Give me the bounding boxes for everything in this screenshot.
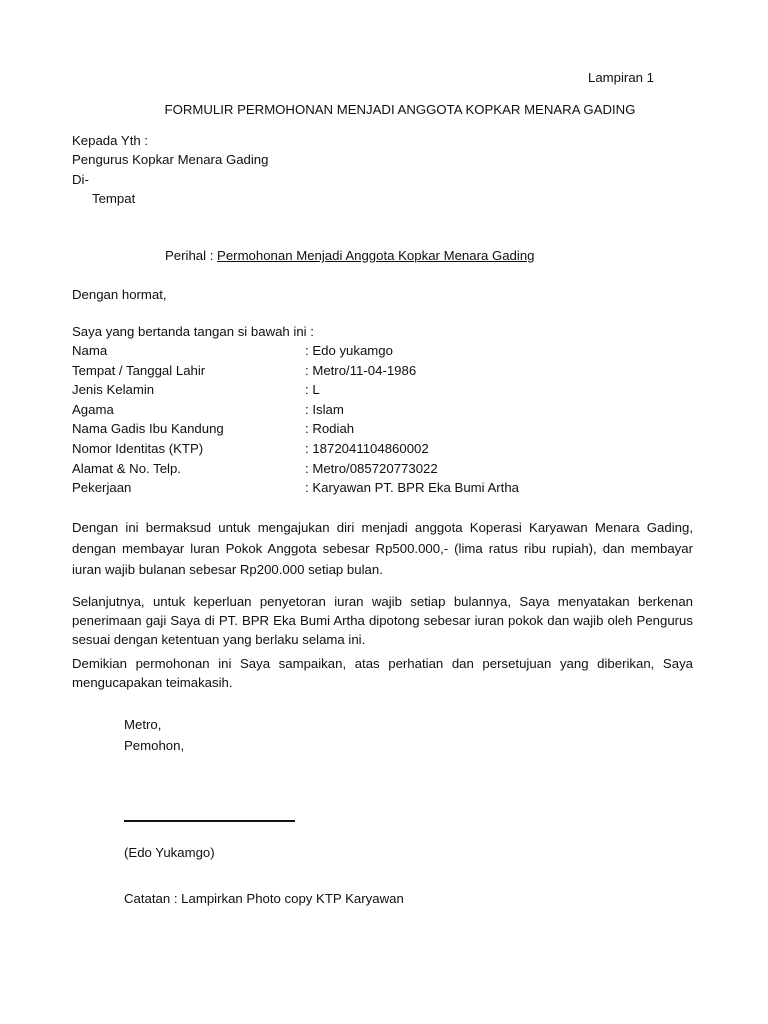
field-value: : 1872041104860002 bbox=[305, 440, 429, 456]
intro-text: Saya yang bertanda tangan si bawah ini : bbox=[72, 324, 314, 339]
field-value: : Metro/11-04-1986 bbox=[305, 362, 417, 378]
field-label: Alamat & No. Telp. bbox=[72, 460, 181, 476]
field-value: : Edo yukamgo bbox=[305, 343, 393, 358]
field-label: Agama bbox=[72, 401, 114, 417]
field-value: : Rodiah bbox=[305, 421, 355, 437]
field-value: : Islam bbox=[305, 401, 344, 417]
field-label: Pekerjaan bbox=[72, 480, 132, 496]
field-label: Nomor Identitas (KTP) bbox=[72, 440, 204, 456]
form-title: FORMULIR PERMOHONAN MENJADI ANGGOTA KOPKAR MENARA GADING bbox=[164, 102, 636, 117]
signature-role: Pemohon, bbox=[124, 738, 185, 753]
field-value: : Karyawan PT. BPR Eka Bumi Artha bbox=[305, 480, 520, 496]
signature-place: Metro, bbox=[124, 717, 162, 732]
field-value: : Metro/085720773022 bbox=[305, 460, 438, 476]
recipient-line-2: Pengurus Kopkar Menara Gading bbox=[72, 152, 269, 167]
subject-line bbox=[165, 248, 535, 263]
field-label: Nama Gadis Ibu Kandung bbox=[72, 421, 224, 437]
field-label: Nama bbox=[72, 343, 108, 358]
recipient-line-1: Kepada Yth : bbox=[72, 133, 149, 148]
field-value: : L bbox=[305, 382, 320, 398]
recipient-line-3: Di- bbox=[72, 172, 89, 187]
paragraph-closing: Demikian permohonan ini Saya sampaikan, atas perhatian dan persetujuan yang diberikan, Saya mengucapakan teimakasih. bbox=[72, 656, 693, 690]
subject-text: Permohonan Menjadi Anggota Kopkar Menara Gading bbox=[217, 248, 535, 263]
attachment-note: Catatan : Lampirkan Photo copy KTP Karyawan bbox=[124, 891, 404, 906]
greeting: Dengan hormat, bbox=[72, 287, 167, 302]
attachment-label: Lampiran 1 bbox=[588, 70, 654, 85]
field-label: Tempat / Tanggal Lahir bbox=[72, 362, 206, 378]
signature-name: (Edo Yukamgo) bbox=[124, 845, 215, 860]
subject-label: Perihal : bbox=[165, 248, 218, 263]
recipient-line-4: Tempat bbox=[92, 191, 136, 206]
paragraph-salary-deduction: Selanjutnya, untuk keperluan penyetoran iuran wajib setiap bulannya, Saya menyatakan berkenan penerimaan gaji Saya di PT. BPR Eka Bumi Artha dipotong sebesar iuran pokok dan wajib oleh Pengurus sesuai dengan ketentuan yang berlaku selama ini. bbox=[72, 594, 693, 647]
field-label: Jenis Kelamin bbox=[72, 382, 155, 398]
paragraph-application: Dengan ini bermaksud untuk mengajukan diri menjadi anggota Koperasi Karyawan Menara Gading, dengan membayar luran Pokok Anggota sebesar Rp500.000,- (lima ratus ribu rupiah), dan membayar iuran wajib bulanan sebesar Rp200.000 setiap bulan. bbox=[72, 520, 693, 577]
signature-line bbox=[124, 820, 295, 822]
